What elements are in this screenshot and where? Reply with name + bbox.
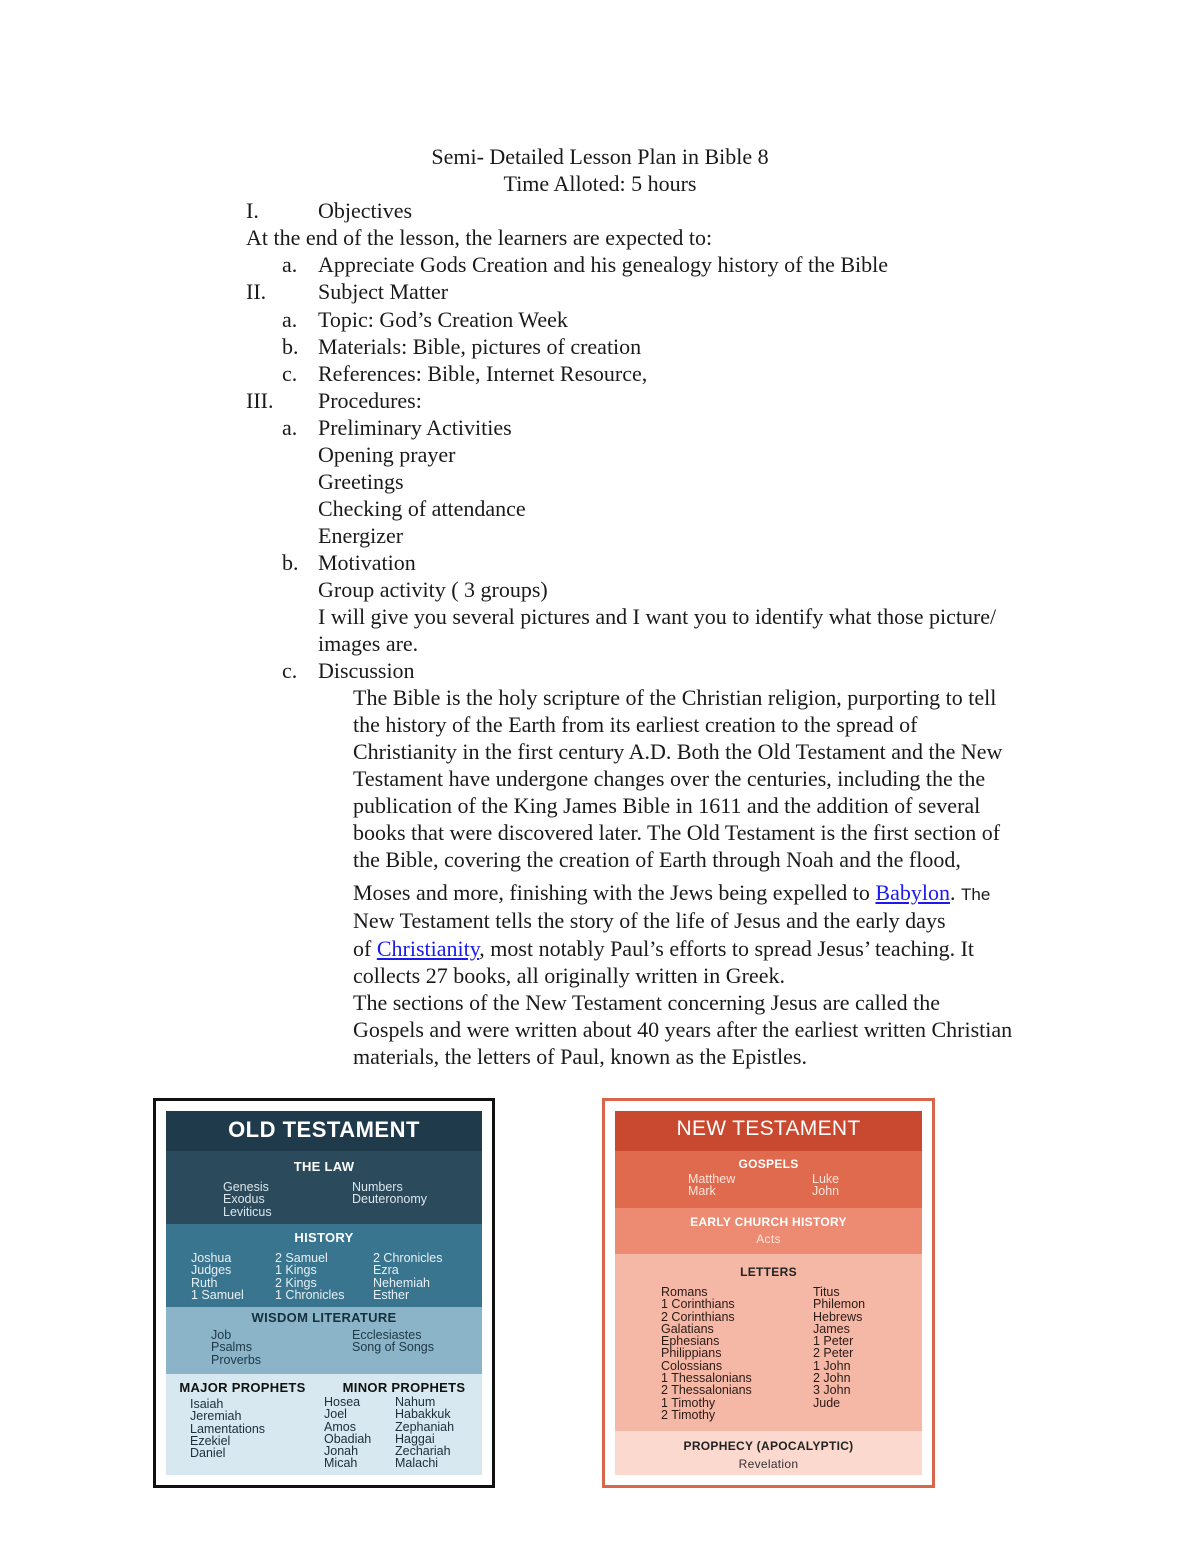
book-name: Lamentations <box>190 1421 266 1436</box>
subject-a-marker: a. <box>282 307 298 332</box>
book-name: Ruth <box>191 1275 218 1290</box>
discussion-text: Moses and more, finishing with the Jews being expelled to <box>353 880 876 905</box>
book-name: Mark <box>688 1184 716 1199</box>
ot-prophets-band <box>166 1374 482 1475</box>
book-name: Obadiah <box>324 1431 372 1446</box>
ot-law-title: THE LAW <box>293 1159 355 1174</box>
book-name: 2 John <box>813 1371 851 1386</box>
discussion-text: . <box>949 880 961 905</box>
old-testament-chart <box>153 1098 495 1488</box>
book-name: Ephesians <box>661 1334 720 1349</box>
nt-gospels-right <box>812 1173 839 1198</box>
book-name: Nahum <box>395 1395 436 1409</box>
book-name: Deuteronomy <box>352 1192 428 1207</box>
ot-major-title: MAJOR PROPHETS <box>179 1380 306 1395</box>
procedure-motivation: Motivation <box>318 550 416 575</box>
subject-materials: Materials: Bible, pictures of creation <box>318 334 642 359</box>
procedure-item: Energizer <box>318 523 404 548</box>
page-title: Semi- Detailed Lesson Plan in Bible 8 <box>431 144 769 169</box>
book-name: Philippians <box>661 1346 722 1361</box>
procedure-b-marker: b. <box>282 550 299 575</box>
nt-prophecy-books: Revelation <box>738 1457 799 1471</box>
book-name: Zechariah <box>395 1444 451 1459</box>
book-name: Zephaniah <box>395 1419 455 1434</box>
ot-minor-title: MINOR PROPHETS <box>342 1380 466 1395</box>
book-name: 1 Chronicles <box>275 1287 345 1302</box>
section-3-number: III. <box>246 388 274 413</box>
discussion-line: collects 27 books, all originally written in Greek. <box>353 963 785 988</box>
book-name: John <box>812 1184 840 1199</box>
book-name: Job <box>211 1328 232 1342</box>
section-1-number: I. <box>246 198 259 223</box>
book-name: Esther <box>373 1287 410 1302</box>
ot-law-band <box>166 1151 482 1224</box>
nt-church-band <box>615 1208 922 1254</box>
ot-wisdom-title: WISDOM LITERATURE <box>251 1310 397 1325</box>
nt-prophecy-band <box>615 1431 922 1475</box>
nt-church-books: Acts <box>756 1232 781 1246</box>
nt-letters-band <box>615 1254 922 1431</box>
discussion-line: the history of the Earth from its earliest creation to the spread of <box>353 712 918 737</box>
book-name: James <box>813 1321 850 1336</box>
nt-title: NEW TESTAMENT <box>676 1117 861 1140</box>
book-name: Titus <box>813 1285 840 1299</box>
nt-title-band <box>615 1111 922 1151</box>
book-name: 2 Kings <box>275 1275 317 1290</box>
nt-church-title: EARLY CHURCH HISTORY <box>690 1215 847 1229</box>
babylon-link[interactable]: Babylon <box>875 880 950 905</box>
discussion-line: The Bible is the holy scripture of the Christian religion, purporting to tell <box>353 685 997 710</box>
book-name: Ezekiel <box>190 1433 231 1448</box>
book-name: 1 Corinthians <box>661 1297 735 1312</box>
discussion-line: the Bible, covering the creation of Earth through Noah and the flood, <box>353 847 961 872</box>
book-name: 2 Corinthians <box>661 1309 735 1324</box>
subject-b-marker: b. <box>282 334 299 359</box>
book-name: 1 Thessalonians <box>661 1371 752 1386</box>
nt-prophecy-title: PROPHECY (APOCALYPTIC) <box>683 1439 854 1453</box>
procedure-item: Group activity ( 3 groups) <box>318 577 548 602</box>
nt-letters-left <box>661 1286 752 1421</box>
book-name: 3 John <box>813 1383 851 1398</box>
book-name: Numbers <box>352 1180 403 1194</box>
procedure-c-marker: c. <box>282 658 298 683</box>
ot-major-col <box>190 1398 265 1459</box>
book-name: Amos <box>324 1419 356 1434</box>
book-name: 1 Samuel <box>191 1287 244 1302</box>
discussion-line: Gospels and were written about 40 years after the earliest written Christian <box>353 1017 1013 1042</box>
book-name: 1 Peter <box>813 1334 854 1349</box>
discussion-line: books that were discovered later. The Old Testament is the first section of <box>353 820 1001 845</box>
procedure-discussion: Discussion <box>318 658 415 683</box>
objectives-intro: At the end of the lesson, the learners are expected to: <box>246 225 713 250</box>
book-name: Isaiah <box>190 1397 224 1411</box>
book-name: 2 Samuel <box>275 1251 328 1265</box>
ot-wisdom-band <box>166 1307 482 1374</box>
discussion-line: Christianity in the first century A.D. Both the Old Testament and the New <box>353 739 1003 764</box>
book-name: Song of Songs <box>352 1340 435 1355</box>
book-name: Romans <box>661 1285 708 1299</box>
book-name: 2 Peter <box>813 1346 854 1361</box>
discussion-line: publication of the King James Bible in 1611 and the addition of several <box>353 793 981 818</box>
book-name: Joshua <box>191 1251 232 1265</box>
book-name: Ezra <box>373 1263 399 1278</box>
ot-title-band <box>166 1111 482 1151</box>
section-3-heading: Procedures: <box>318 388 422 413</box>
ot-law-right <box>352 1181 427 1206</box>
ot-minor-col1 <box>324 1396 371 1470</box>
book-name: Jonah <box>324 1444 359 1459</box>
discussion-line: The sections of the New Testament concerning Jesus are called the <box>353 990 940 1015</box>
book-name: Hebrews <box>813 1309 863 1324</box>
procedure-item: Greetings <box>318 469 404 494</box>
ot-law-left <box>223 1181 272 1218</box>
objective-a: Appreciate Gods Creation and his genealogy history of the Bible <box>318 252 889 277</box>
book-name: Haggai <box>395 1431 435 1446</box>
book-name: Matthew <box>688 1172 736 1186</box>
book-name: 2 Thessalonians <box>661 1383 752 1398</box>
book-name: Judges <box>191 1263 232 1278</box>
book-name: Jude <box>813 1395 841 1410</box>
discussion-text: The <box>960 885 991 904</box>
section-1-heading: Objectives <box>318 198 413 223</box>
discussion-text: of <box>353 936 377 961</box>
book-name: Genesis <box>223 1180 269 1194</box>
book-name: Proverbs <box>211 1352 262 1367</box>
ot-title: OLD TESTAMENT <box>228 1117 420 1142</box>
ot-history-col1 <box>191 1252 244 1301</box>
time-allotted: Time Alloted: 5 hours <box>503 171 697 196</box>
procedure-item: I will give you several pictures and I want you to identify what those picture/ <box>318 604 997 629</box>
procedure-item: Checking of attendance <box>318 496 526 521</box>
nt-gospels-title: GOSPELS <box>738 1157 799 1171</box>
book-name: Ecclesiastes <box>352 1328 422 1342</box>
discussion-line: New Testament tells the story of the life of Jesus and the early days <box>353 908 946 933</box>
ot-wisdom-right <box>352 1329 434 1354</box>
book-name: Nehemiah <box>373 1275 430 1290</box>
ot-history-band <box>166 1224 482 1307</box>
nt-letters-right <box>813 1286 865 1409</box>
subject-c-marker: c. <box>282 361 298 386</box>
book-name: Daniel <box>190 1446 226 1461</box>
book-name: Micah <box>324 1456 358 1471</box>
book-name: Jeremiah <box>190 1409 242 1424</box>
book-name: 1 John <box>813 1358 851 1373</box>
book-name: Luke <box>812 1172 840 1186</box>
nt-letters-title: LETTERS <box>740 1265 797 1279</box>
discussion-line: Testament have undergone changes over the centuries, including the the <box>353 766 986 791</box>
christianity-link[interactable]: Christianity <box>376 936 480 961</box>
book-name: 2 Chronicles <box>373 1251 443 1265</box>
new-testament-chart <box>602 1098 935 1488</box>
book-name: Joel <box>324 1407 347 1422</box>
book-name: 1 Timothy <box>661 1395 716 1410</box>
discussion-line <box>353 935 974 962</box>
book-name: Colossians <box>661 1358 723 1373</box>
discussion-line <box>353 879 990 908</box>
ot-wisdom-left <box>211 1329 261 1366</box>
book-name: Hosea <box>324 1395 361 1409</box>
book-name: Philemon <box>813 1297 866 1312</box>
book-name: Leviticus <box>223 1204 272 1219</box>
ot-minor-col2 <box>395 1396 454 1470</box>
discussion-text: , most notably Paul’s efforts to spread Jesus’ teaching. It <box>479 936 975 961</box>
procedure-item: images are. <box>318 631 419 656</box>
discussion-line: materials, the letters of Paul, known as the Epistles. <box>353 1044 807 1069</box>
objective-a-marker: a. <box>282 252 298 277</box>
book-name: 1 Kings <box>275 1263 317 1278</box>
procedure-a-marker: a. <box>282 415 298 440</box>
procedure-item: Opening prayer <box>318 442 456 467</box>
book-name: Exodus <box>223 1192 265 1207</box>
section-2-heading: Subject Matter <box>318 279 449 304</box>
ot-history-title: HISTORY <box>294 1230 354 1245</box>
section-2-number: II. <box>246 279 267 304</box>
procedure-preliminary: Preliminary Activities <box>318 415 512 440</box>
ot-history-col2 <box>275 1252 344 1301</box>
subject-topic: Topic: God’s Creation Week <box>318 307 568 332</box>
nt-gospels-band <box>615 1151 922 1208</box>
book-name: 2 Timothy <box>661 1407 716 1422</box>
book-name: Malachi <box>395 1456 439 1471</box>
book-name: Psalms <box>211 1340 252 1355</box>
book-name: Habakkuk <box>395 1407 451 1422</box>
book-name: Galatians <box>661 1321 714 1336</box>
subject-references: References: Bible, Internet Resource, <box>318 361 648 386</box>
ot-history-col3 <box>373 1252 442 1301</box>
nt-gospels-left <box>688 1173 735 1198</box>
